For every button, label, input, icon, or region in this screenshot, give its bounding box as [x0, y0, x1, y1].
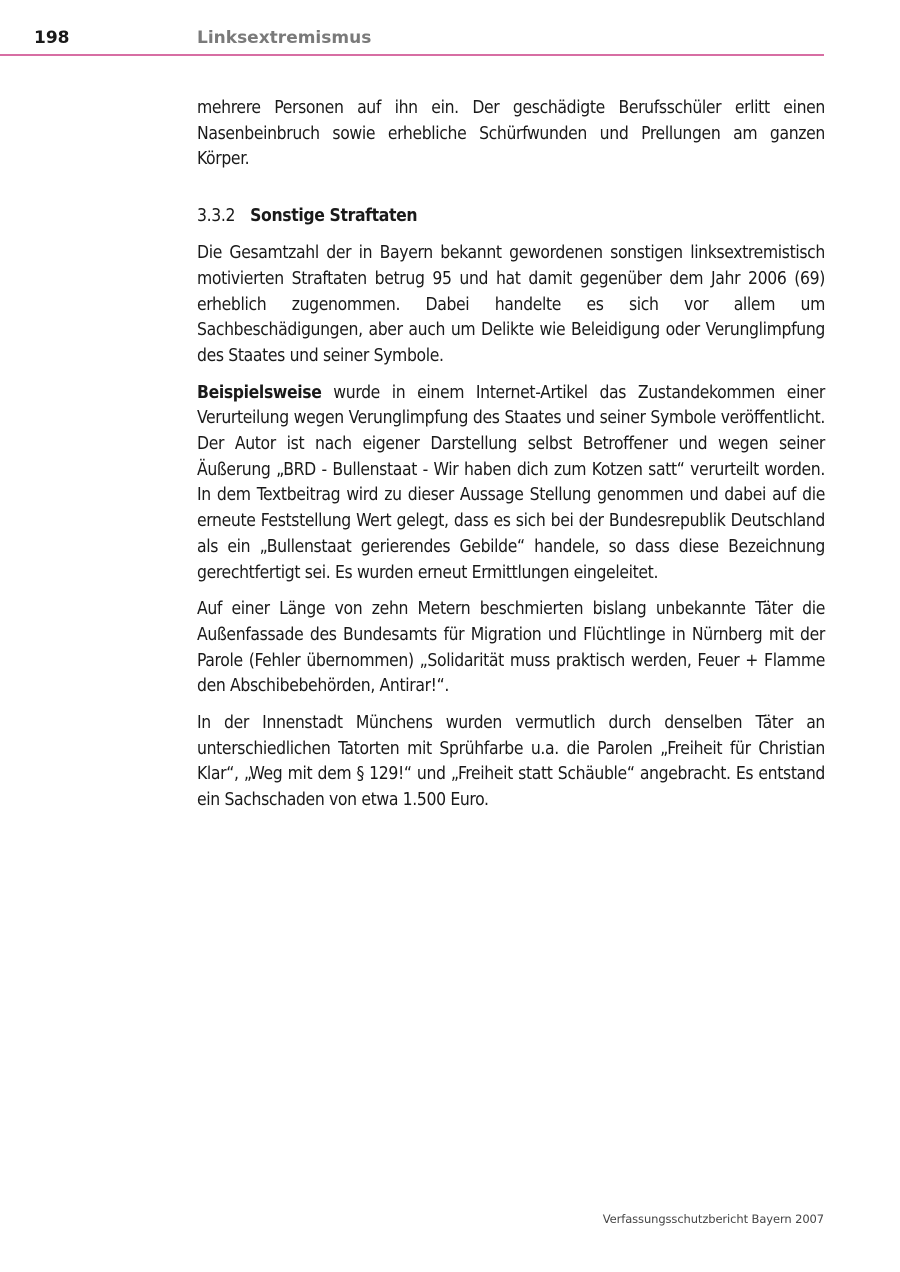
paragraph-lead: Beispielsweise: [197, 382, 322, 403]
running-title: Linksextremismus: [197, 28, 372, 48]
paragraph-nuremberg-graffiti: [197, 597, 825, 700]
page-number: 198: [34, 28, 70, 48]
header-rule: [0, 54, 824, 56]
paragraph-text: wurde in einem Internet-Artikel das Zustandekommen einer Verurteilung wegen Verunglimpfung des Staates und seiner Symbole veröffentlicht. Der Autor ist nach eigener Darstellung selbst Betroffener und wegen seiner Äußerung „BRD - Bullenstaat - Wir haben dich zum Kotzen satt“ verurteilt worden. In dem Textbeitrag wird zu dieser Aussage Stellung genommen und dabei auf die erneute Feststellung Wert gelegt, dass es sich bei der Bundesrepublik Deutschland als ein „Bullenstaat gerierendes Gebilde“ handele, so dass diese Bezeichnung gerechtfertigt sei. Es wurden erneut Ermittlungen eingeleitet.: [197, 382, 825, 583]
paragraph-example-internet-article: [197, 381, 825, 587]
page-footer: Verfassungsschutzbericht Bayern 2007: [602, 1212, 824, 1226]
paragraph-text: Auf einer Länge von zehn Metern beschmierten bislang unbekannte Täter die Außenfassade des Bundesamts für Migration und Flüchtlinge in Nürnberg mit der Parole (Fehler übernommen) „Solidarität muss praktisch werden, Feuer + Flamme den Abschibebehörden, Antirar!“.: [197, 599, 825, 697]
paragraph-text: Die Gesamtzahl der in Bayern bekannt gewordenen sonstigen linksextremistisch motivierten Straftaten betrug 95 und hat damit gegenüber dem Jahr 2006 (69) erheblich zugenommen. Dabei handelte es sich vor allem um Sachbeschädigungen, aber auch um Delikte wie Beleidigung oder Verunglimpfung des Staates und seiner Symbole.: [197, 243, 825, 366]
section-title: Sonstige Straftaten: [250, 206, 418, 227]
paragraph-text: In der Innenstadt Münchens wurden vermutlich durch denselben Täter an unterschiedlichen Tatorten mit Sprühfarbe u.a. die Parolen „Freiheit für Christian Klar“, „Weg mit dem § 129!“ und „Freiheit statt Schäuble“ angebracht. Es entstand ein Sachschaden von etwa 1.500 Euro.: [197, 713, 825, 811]
page-body: [197, 96, 825, 825]
intro-paragraph: mehrere Personen auf ihn ein. Der geschädigte Berufsschüler erlitt einen Nasenbeinbruch sowie erhebliche Schürfwunden und Prellungen am ganzen Körper.: [197, 98, 825, 170]
section-number: 3.3.2: [197, 206, 236, 227]
section-heading: [197, 204, 825, 229]
paragraph-total-offenses: [197, 241, 825, 370]
paragraph-munich-graffiti: [197, 711, 825, 814]
page-header: [0, 24, 824, 56]
